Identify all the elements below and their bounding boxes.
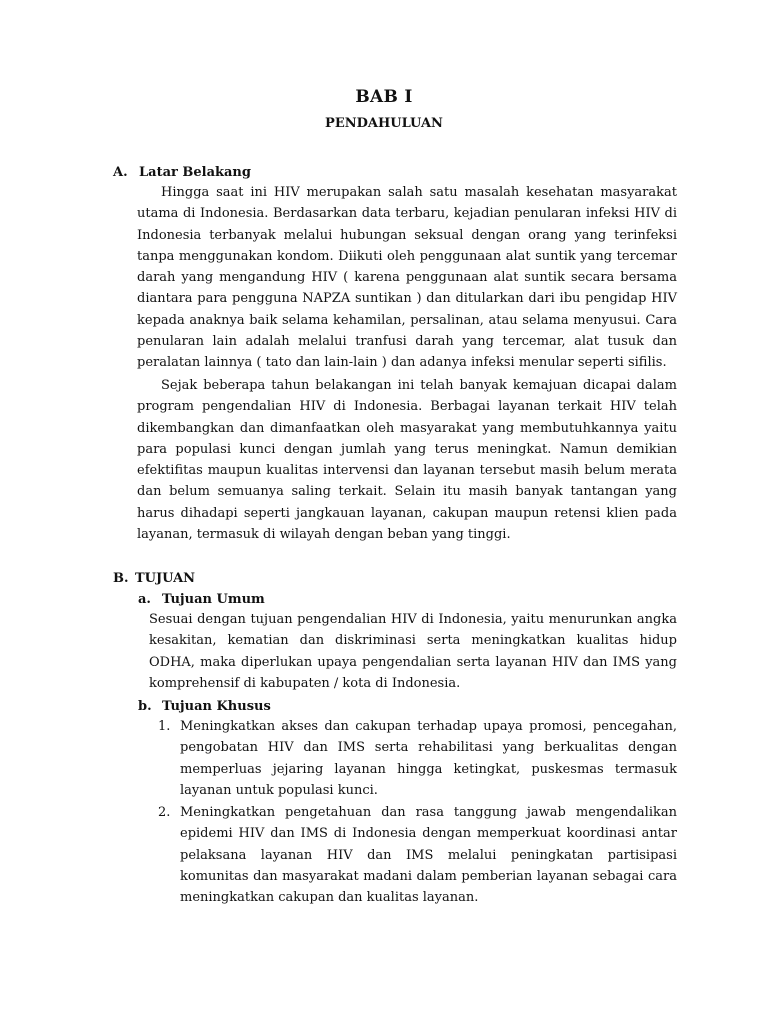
subsection-a-marker: a. bbox=[138, 592, 151, 607]
subsection-a-paragraph: Sesuai dengan tujuan pengendalian HIV di Indonesia, yaitu menurunkan angka kesakitan, kematian dan diskriminasi serta meningkatkan kualitas hidup ODHA, maka diperlukan upaya pengendalian serta layanan HIV dan IMS yang komprehensif di kabupaten / kota di Indonesia. bbox=[149, 612, 677, 691]
chapter-subtitle: PENDAHULUAN bbox=[325, 116, 443, 131]
list-item-text: Meningkatkan akses dan cakupan terhadap upaya promosi, pencegahan, pengobatan HIV dan IMS serta rehabilitasi yang berkualitas dengan memperluas jejaring layanan hingga ketingkat, puskesmas termasuk layanan untuk populasi kunci. bbox=[180, 719, 677, 798]
subsection-b-heading bbox=[138, 699, 271, 714]
subsection-a-heading bbox=[138, 592, 265, 607]
section-a-heading bbox=[113, 165, 251, 180]
subsection-a-title: Tujuan Umum bbox=[162, 592, 265, 607]
list-item-text: Meningkatkan pengetahuan dan rasa tanggung jawab mengendalikan epidemi HIV dan IMS di Indonesia dengan memperkuat koordinasi antar pelaksana layanan HIV dan IMS melalui peningkatan partisipasi komunitas dan masyarakat madani dalam pemberian layanan sebagai cara meningkatkan cakupan dan kualitas layanan. bbox=[180, 805, 677, 906]
section-b-marker: B. bbox=[113, 571, 129, 586]
chapter-title: BAB I bbox=[355, 87, 413, 107]
section-a-title: Latar Belakang bbox=[139, 165, 251, 180]
subsection-b-marker: b. bbox=[138, 699, 152, 714]
section-a-paragraph-1: Hingga saat ini HIV merupakan salah satu masalah kesehatan masyarakat utama di Indonesia. Berdasarkan data terbaru, kejadian penularan infeksi HIV di Indonesia terbanyak melalui hubungan seksual dengan orang yang terinfeksi tanpa menggunakan kondom. Diikuti oleh penggunaan alat suntik yang tercemar darah yang mengandung HIV ( karena penggunaan alat suntik secara bersama diantara para pengguna NAPZA suntikan ) dan ditularkan dari ibu pengidap HIV kepada anaknya baik selama kehamilan, persalinan, atau selama menyusui. Cara penularan lain adalah melalui tranfusi darah yang tercemar, alat tusuk dan peralatan lainnya ( tato dan lain-lain ) dan adanya infeksi menular seperti sifilis. bbox=[137, 185, 677, 371]
section-b-title: TUJUAN bbox=[135, 571, 196, 586]
list-item bbox=[158, 802, 677, 908]
list-item bbox=[158, 716, 677, 801]
section-a-paragraph-2: Sejak beberapa tahun belakangan ini telah banyak kemajuan dicapai dalam program pengendalian HIV di Indonesia. Berbagai layanan terkait HIV telah dikembangkan dan dimanfaatkan oleh masyarakat yang membutuhkannya yaitu para populasi kunci dengan jumlah yang terus meningkat. Namun demikian efektifitas maupun kualitas intervensi dan layanan tersebut masih belum merata dan belum semuanya saling terkait. Selain itu masih banyak tantangan yang harus dihadapi seperti jangkauan layanan, cakupan maupun retensi klien pada layanan, termasuk di wilayah dengan beban yang tinggi. bbox=[137, 378, 677, 543]
list-item-number: 2. bbox=[158, 805, 171, 820]
section-b-heading bbox=[113, 571, 195, 586]
subsection-b-title: Tujuan Khusus bbox=[162, 699, 271, 714]
section-a-marker: A. bbox=[113, 165, 128, 180]
list-item-number: 1. bbox=[158, 719, 171, 734]
